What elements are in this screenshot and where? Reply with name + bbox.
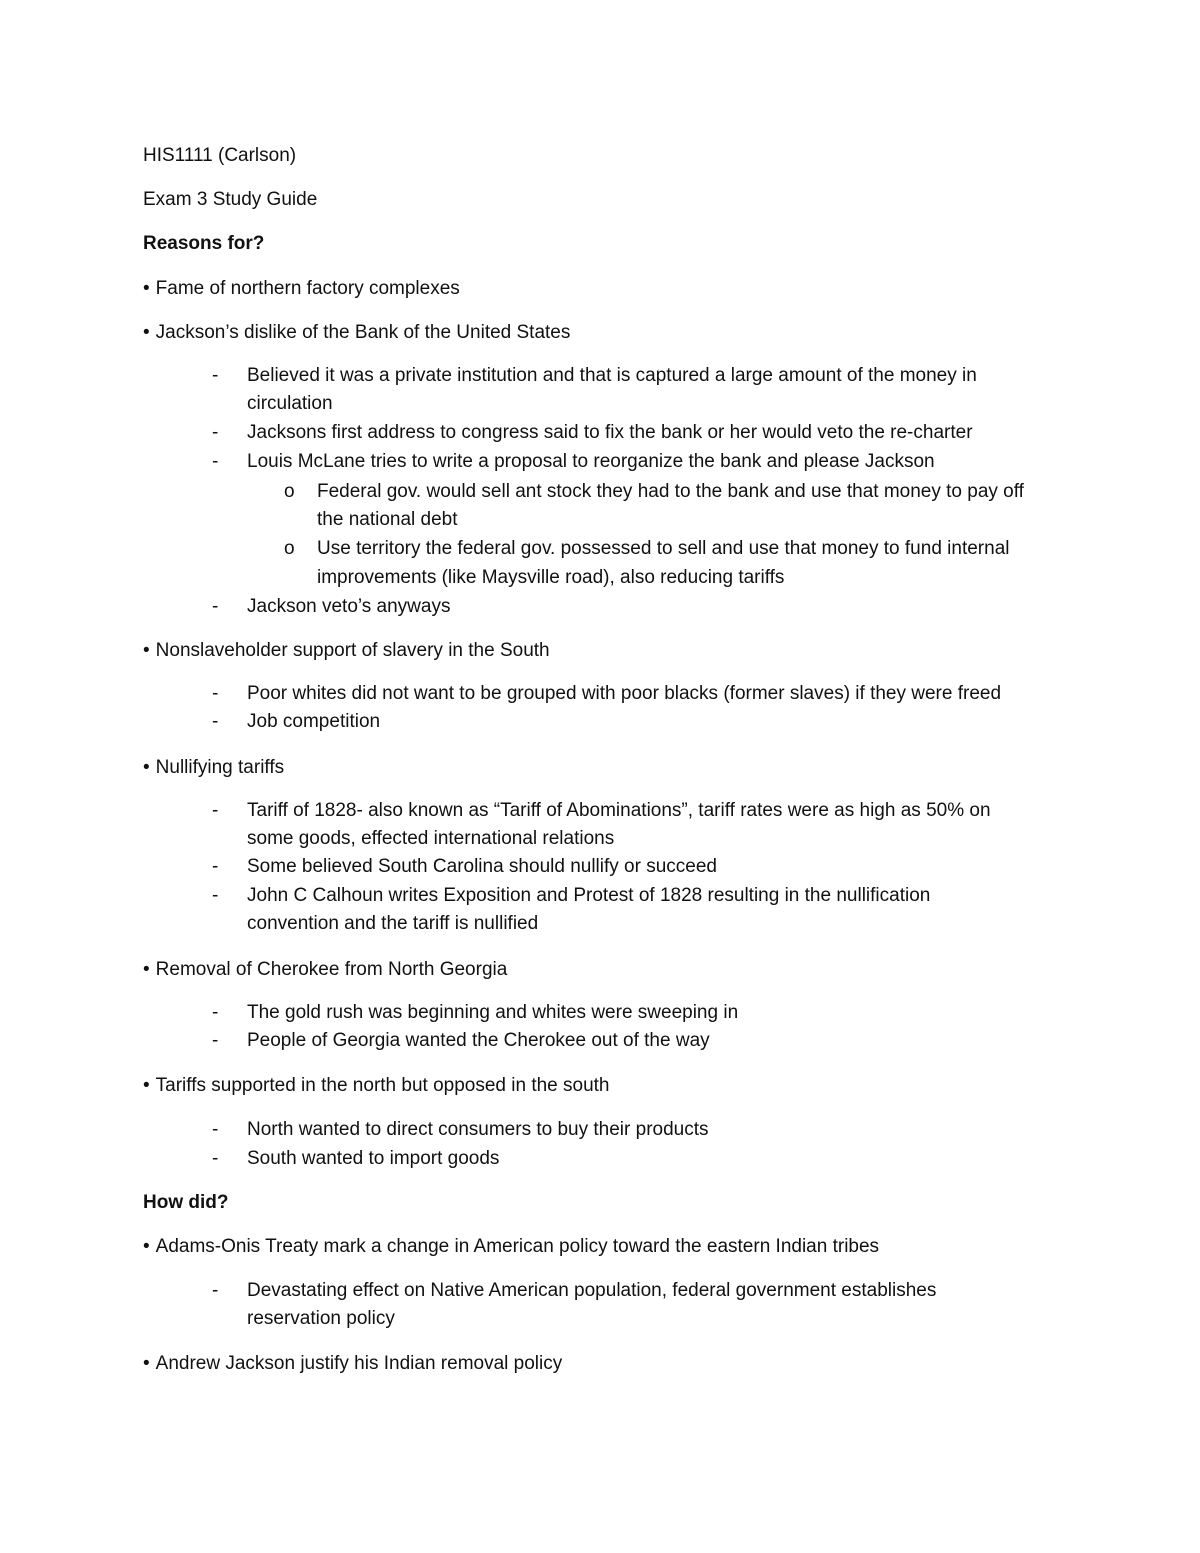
sub-sub-item: Federal gov. would sell ant stock they had to the bank and use that money to pay off (317, 481, 1024, 502)
bullet-item (143, 637, 550, 665)
dash-symbol: - (212, 1030, 219, 1051)
bullet-item (143, 1350, 562, 1378)
bullet-symbol: • (143, 757, 150, 778)
bullet-text: Tariffs supported in the north but opposed in the south (155, 1075, 610, 1096)
bullet-text: Removal of Cherokee from North Georgia (155, 959, 508, 980)
sub-item: North wanted to direct consumers to buy their products (247, 1119, 709, 1140)
course-title: HIS1111 (Carlson) (143, 145, 297, 166)
sub-item: The gold rush was beginning and whites were sweeping in (247, 1002, 739, 1023)
sub-item: Some believed South Carolina should nullify or succeed (247, 856, 717, 877)
bullet-text: Nullifying tariffs (155, 757, 285, 778)
sub-item: Louis McLane tries to write a proposal to reorganize the bank and please Jackson (247, 451, 935, 472)
sub-item: People of Georgia wanted the Cherokee out of the way (247, 1030, 710, 1051)
sub-sub-item-continued: improvements (like Maysville road), also reducing tariffs (317, 567, 785, 588)
section-heading-reasons: Reasons for? (143, 233, 265, 254)
sub-item: John C Calhoun writes Exposition and Protest of 1828 resulting in the nullification (247, 885, 931, 906)
bullet-symbol: • (143, 278, 150, 299)
bullet-symbol: • (143, 640, 150, 661)
dash-symbol: - (212, 1148, 219, 1169)
bullet-item (143, 275, 460, 303)
bullet-text: Fame of northern factory complexes (155, 278, 460, 299)
dash-symbol: - (212, 885, 219, 906)
bullet-symbol: • (143, 1236, 150, 1257)
sub-item: South wanted to import goods (247, 1148, 500, 1169)
section-heading-how: How did? (143, 1192, 229, 1213)
bullet-text: Andrew Jackson justify his Indian removal policy (155, 1353, 563, 1374)
bullet-symbol: • (143, 1075, 150, 1096)
sub-item: Poor whites did not want to be grouped with poor blacks (former slaves) if they were freed (247, 683, 1002, 704)
sub-sub-item-continued: the national debt (317, 509, 458, 530)
sub-item: Believed it was a private institution and that is captured a large amount of the money in (247, 365, 977, 386)
sub-item: Tariff of 1828- also known as “Tariff of Abominations”, tariff rates were as high as 50% on (247, 800, 991, 821)
sub-item-continued: some goods, effected international relations (247, 828, 615, 849)
sub-item: Jackson veto’s anyways (247, 596, 451, 617)
bullet-item (143, 1233, 879, 1261)
bullet-text: Adams-Onis Treaty mark a change in American policy toward the eastern Indian tribes (155, 1236, 880, 1257)
dash-symbol: - (212, 422, 219, 443)
sub-item-continued: circulation (247, 393, 333, 414)
bullet-text: Nonslaveholder support of slavery in the South (155, 640, 550, 661)
document-title: Exam 3 Study Guide (143, 189, 318, 210)
bullet-symbol: • (143, 322, 150, 343)
dash-symbol: - (212, 711, 219, 732)
dash-symbol: - (212, 1119, 219, 1140)
dash-symbol: - (212, 596, 219, 617)
dash-symbol: - (212, 1002, 219, 1023)
circle-symbol: o (284, 538, 295, 559)
bullet-item (143, 1072, 610, 1100)
bullet-item (143, 754, 284, 782)
sub-item-continued: convention and the tariff is nullified (247, 913, 539, 934)
dash-symbol: - (212, 856, 219, 877)
dash-symbol: - (212, 365, 219, 386)
dash-symbol: - (212, 683, 219, 704)
sub-item: Jacksons first address to congress said to fix the bank or her would veto the re-charter (247, 422, 973, 443)
sub-item: Job competition (247, 711, 381, 732)
bullet-item (143, 956, 507, 984)
bullet-text: Jackson’s dislike of the Bank of the United States (155, 322, 571, 343)
dash-symbol: - (212, 451, 219, 472)
bullet-symbol: • (143, 959, 150, 980)
dash-symbol: - (212, 1280, 219, 1301)
bullet-symbol: • (143, 1353, 150, 1374)
bullet-item (143, 319, 570, 347)
dash-symbol: - (212, 800, 219, 821)
circle-symbol: o (284, 481, 295, 502)
sub-item-continued: reservation policy (247, 1308, 395, 1329)
sub-sub-item: Use territory the federal gov. possessed to sell and use that money to fund internal (317, 538, 1010, 559)
sub-item: Devastating effect on Native American population, federal government establishes (247, 1280, 937, 1301)
